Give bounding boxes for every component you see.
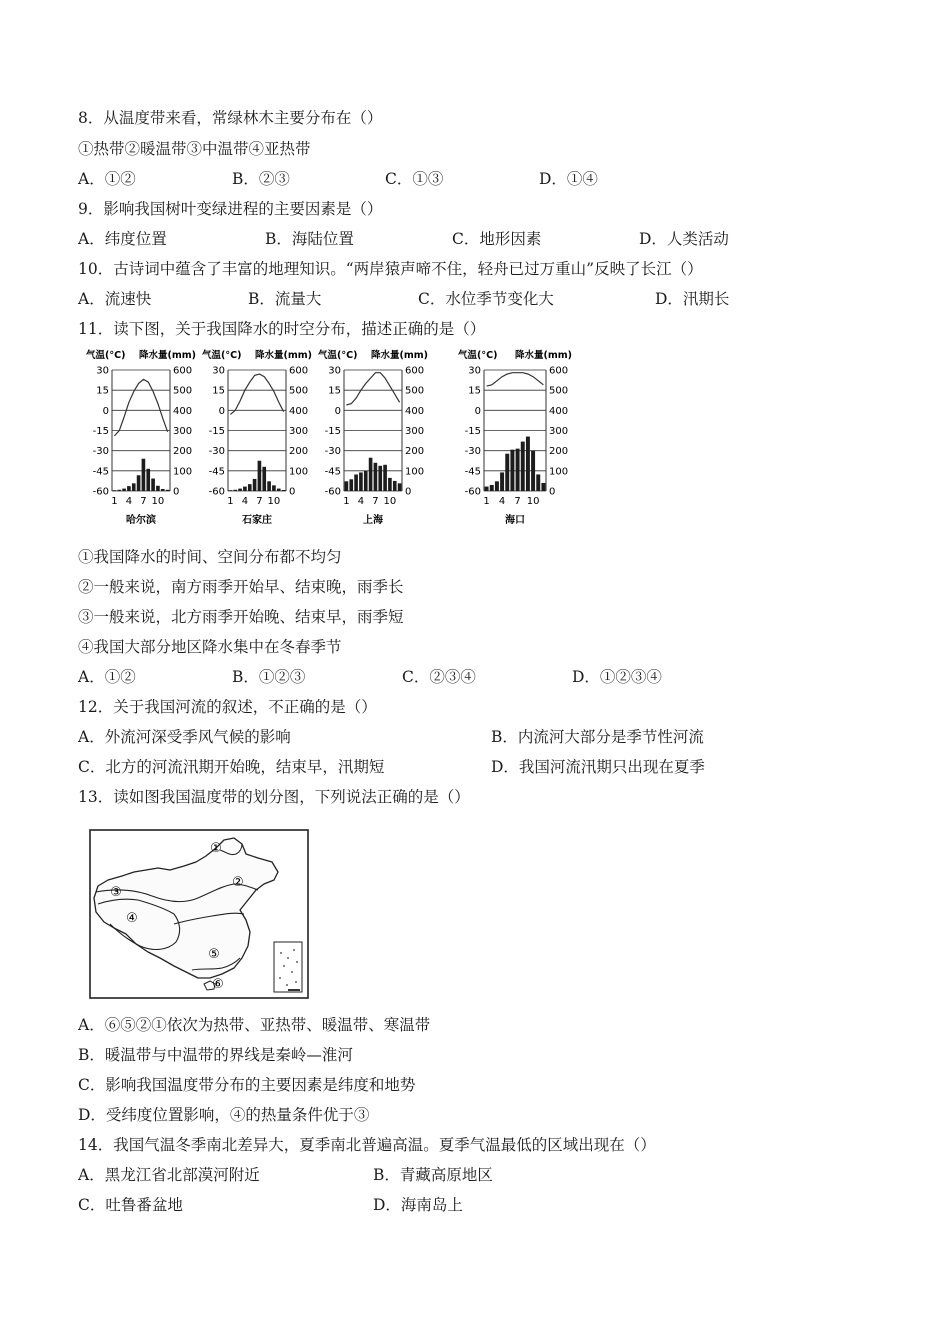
map-label-4: ④ (126, 911, 138, 926)
x-tick-label: 10 (383, 496, 397, 507)
q10-stem: 10．古诗词中蕴含了丰富的地理知识。“两岸猿声啼不住，轻舟已过万重山”反映了长江（） (78, 260, 703, 278)
precipitation-bar (378, 466, 382, 491)
left-tick-label: -60 (464, 486, 481, 498)
left-tick-label: -45 (464, 466, 481, 478)
precipitation-bar (388, 478, 392, 491)
precipitation-bar (151, 478, 155, 491)
climate-chart-2 (202, 349, 312, 526)
q8-option-b[interactable]: B．②③ (232, 170, 290, 188)
left-tick-label: 15 (328, 385, 341, 397)
precipitation-bar (277, 489, 281, 491)
q10-option-a[interactable]: A．流速快 (78, 290, 152, 308)
precipitation-bar (359, 472, 363, 491)
map-label-2: ② (232, 875, 244, 890)
right-tick-label: 0 (289, 486, 296, 498)
right-tick-label: 500 (405, 385, 425, 397)
right-tick-label: 600 (405, 365, 425, 377)
climate-charts-figure (84, 346, 584, 536)
q8-statements: ①热带②暖温带③中温带④亚热带 (78, 140, 311, 158)
precipitation-bar (238, 489, 242, 491)
precipitation-bar (354, 474, 358, 491)
precipitation-bar (117, 490, 121, 491)
q11-statement-3: ③一般来说，北方雨季开始晚、结束早，雨季短 (78, 608, 404, 626)
precipitation-bar (383, 465, 387, 491)
right-tick-label: 200 (405, 446, 425, 458)
q9-option-d[interactable]: D．人类活动 (639, 230, 729, 248)
left-tick-label: -60 (92, 486, 109, 498)
q10-option-c[interactable]: C．水位季节变化大 (418, 290, 554, 308)
south-china-sea-inset (274, 942, 302, 992)
left-tick-label: 30 (212, 365, 225, 377)
precipitation-bar (510, 450, 514, 491)
precipitation-bar (258, 461, 262, 491)
precipitation-bar (142, 459, 146, 491)
precipitation-bar (229, 490, 233, 491)
left-tick-label: 15 (468, 385, 481, 397)
q9-option-c[interactable]: C．地形因素 (452, 230, 542, 248)
climate-chart-3 (318, 349, 428, 526)
map-label-3: ③ (110, 885, 122, 900)
precipitation-bar (541, 483, 545, 491)
precipitation-bar (272, 485, 276, 491)
q14-option-c[interactable]: C．吐鲁番盆地 (78, 1196, 183, 1214)
precipitation-bar (495, 481, 499, 491)
left-tick-label: -15 (464, 426, 481, 437)
q9-option-b[interactable]: B．海陆位置 (265, 230, 354, 248)
precipitation-bar (398, 483, 402, 491)
map-label-6: ⑥ (212, 977, 224, 992)
precipitation-bar (536, 474, 540, 491)
precipitation-bar (521, 442, 525, 491)
x-tick-label: 1 (343, 496, 350, 507)
climate-chart-4 (458, 349, 572, 526)
right-tick-label: 100 (289, 466, 309, 478)
temperature-zone-map (88, 828, 310, 1000)
chart-city-label: 海口 (505, 515, 525, 526)
map-label-5: ⑤ (208, 947, 220, 962)
right-tick-label: 300 (405, 426, 425, 437)
q12-option-b[interactable]: B．内流河大部分是季节性河流 (491, 728, 704, 746)
left-tick-label: -30 (208, 446, 225, 458)
x-tick-label: 7 (514, 496, 521, 507)
left-tick-label: 15 (212, 385, 225, 397)
x-tick-label: 1 (111, 496, 118, 507)
right-tick-label: 400 (173, 405, 193, 417)
right-tick-label: 100 (549, 466, 569, 478)
precipitation-bar (364, 471, 368, 491)
q11-option-a[interactable]: A．①② (78, 668, 136, 686)
right-tick-label: 300 (173, 426, 193, 437)
right-tick-label: 200 (289, 446, 309, 458)
q12-option-d[interactable]: D．我国河流汛期只出现在夏季 (491, 758, 705, 776)
left-tick-label: -45 (208, 466, 225, 478)
precipitation-bar (233, 490, 237, 491)
q11-stem: 11．读下图，关于我国降水的时空分布，描述正确的是（） (78, 320, 486, 338)
temperature-line (487, 373, 544, 386)
q14-option-b[interactable]: B．青藏高原地区 (373, 1166, 493, 1184)
precipitation-bar (113, 490, 117, 491)
precipitation-bar (161, 489, 165, 491)
precipitation-bar (137, 475, 141, 491)
chart-city-label: 石家庄 (242, 515, 272, 526)
precipitation-bar (345, 481, 349, 491)
left-tick-label: 30 (328, 365, 341, 377)
left-tick-label: 30 (468, 365, 481, 377)
q11-option-b[interactable]: B．①②③ (232, 668, 306, 686)
right-tick-label: 400 (549, 405, 569, 417)
x-tick-label: 10 (267, 496, 281, 507)
precipitation-bar (531, 451, 535, 491)
left-tick-label: -30 (92, 446, 109, 458)
right-tick-label: 500 (289, 385, 309, 397)
right-tick-label: 500 (173, 385, 193, 397)
right-tick-label: 200 (549, 446, 569, 458)
climate-chart-1 (86, 349, 196, 526)
temperature-line (346, 373, 399, 405)
q8-option-a[interactable]: A．①② (78, 170, 136, 188)
temperature-line (114, 379, 167, 436)
precipitation-bar (282, 490, 286, 491)
q13-option-b[interactable]: B．暖温带与中温带的界线是秦岭—淮河 (78, 1046, 353, 1064)
precipitation-bar (248, 484, 252, 491)
left-tick-label: 15 (96, 385, 109, 397)
q11-statement-1: ①我国降水的时间、空间分布都不均匀 (78, 548, 342, 566)
right-tick-label: 400 (289, 405, 309, 417)
q13-option-c[interactable]: C．影响我国温度带分布的主要因素是纬度和地势 (78, 1076, 416, 1094)
left-tick-label: -15 (324, 426, 341, 437)
right-tick-label: 100 (173, 466, 193, 478)
q11-option-d[interactable]: D．①②③④ (572, 668, 662, 686)
left-tick-label: 30 (96, 365, 109, 377)
left-tick-label: -15 (208, 426, 225, 437)
left-tick-label: -30 (324, 446, 341, 458)
q8-option-d[interactable]: D．①④ (539, 170, 598, 188)
precipitation-bar (369, 458, 373, 491)
left-tick-label: 0 (474, 405, 481, 417)
precipitation-bar (156, 486, 160, 491)
left-tick-label: -60 (324, 486, 341, 498)
left-tick-label: -30 (464, 446, 481, 458)
x-tick-label: 7 (140, 496, 147, 507)
right-tick-label: 600 (289, 365, 309, 377)
x-tick-label: 10 (151, 496, 165, 507)
right-tick-label: 0 (549, 486, 556, 498)
precipitation-bar (349, 479, 353, 491)
right-tick-label: 400 (405, 405, 425, 417)
precipitation-bar (490, 485, 494, 491)
q9-option-a[interactable]: A．纬度位置 (78, 230, 167, 248)
x-tick-label: 1 (227, 496, 234, 507)
right-tick-label: 0 (405, 486, 412, 498)
q14-option-d[interactable]: D．海南岛上 (373, 1196, 463, 1214)
q10-option-d[interactable]: D．汛期长 (655, 290, 730, 308)
q9-stem: 9．影响我国树叶变绿进程的主要因素是（） (78, 200, 383, 218)
left-tick-label: -45 (324, 466, 341, 478)
right-axis-title: 降水量(mm) (139, 350, 196, 361)
x-tick-label: 4 (498, 496, 506, 507)
right-tick-label: 600 (549, 365, 569, 377)
left-axis-title: 气温(°C) (318, 350, 358, 361)
temperature-line (230, 374, 283, 414)
q14-stem: 14．我国气温冬季南北差异大，夏季南北普遍高温。夏季气温最低的区域出现在（） (78, 1136, 656, 1154)
q14-option-a[interactable]: A．黑龙江省北部漠河附近 (78, 1166, 260, 1184)
precipitation-bar (253, 479, 257, 491)
right-tick-label: 100 (405, 466, 425, 478)
q11-statement-2: ②一般来说，南方雨季开始早、结束晚，雨季长 (78, 578, 404, 596)
q13-option-d[interactable]: D．受纬度位置影响，④的热量条件优于③ (78, 1106, 370, 1124)
precipitation-bar (267, 481, 271, 491)
precipitation-bar (146, 469, 150, 491)
left-tick-label: 0 (218, 405, 225, 417)
chart-city-label: 哈尔滨 (126, 515, 156, 526)
right-axis-title: 降水量(mm) (371, 350, 428, 361)
x-tick-label: 1 (483, 496, 490, 507)
q13-option-a[interactable]: A．⑥⑤②①依次为热带、亚热带、暖温带、寒温带 (78, 1016, 431, 1034)
precipitation-bar (243, 487, 247, 491)
right-tick-label: 500 (549, 385, 569, 397)
precipitation-bar (127, 486, 131, 491)
q12-option-c[interactable]: C．北方的河流汛期开始晚，结束早，汛期短 (78, 758, 385, 776)
precipitation-bar (393, 481, 397, 491)
left-axis-title: 气温(°C) (86, 350, 126, 361)
right-tick-label: 300 (549, 426, 569, 437)
q12-stem: 12．关于我国河流的叙述，不正确的是（） (78, 698, 377, 716)
right-axis-title: 降水量(mm) (515, 350, 572, 361)
x-tick-label: 4 (241, 496, 249, 507)
right-tick-label: 300 (289, 426, 309, 437)
right-tick-label: 600 (173, 365, 193, 377)
left-tick-label: -15 (92, 426, 109, 437)
q8-option-c[interactable]: C．①③ (385, 170, 444, 188)
x-tick-label: 4 (125, 496, 133, 507)
right-tick-label: 0 (173, 486, 180, 498)
left-tick-label: 0 (334, 405, 341, 417)
chart-city-label: 上海 (363, 515, 383, 526)
precipitation-bar (526, 437, 530, 491)
x-tick-label: 4 (357, 496, 365, 507)
left-axis-title: 气温(°C) (458, 350, 498, 361)
right-axis-title: 降水量(mm) (255, 350, 312, 361)
q10-option-b[interactable]: B．流量大 (248, 290, 322, 308)
x-tick-label: 7 (372, 496, 379, 507)
x-tick-label: 10 (526, 496, 540, 507)
q8-stem: 8．从温度带来看，常绿林木主要分布在（） (78, 109, 383, 127)
precipitation-bar (500, 472, 504, 491)
precipitation-bar (262, 467, 266, 491)
precipitation-bar (166, 490, 170, 491)
left-tick-label: -60 (208, 486, 225, 498)
left-tick-label: -45 (92, 466, 109, 478)
map-label-1: ① (210, 841, 222, 856)
q12-option-a[interactable]: A．外流河深受季风气候的影响 (78, 728, 291, 746)
right-tick-label: 200 (173, 446, 193, 458)
precipitation-bar (374, 463, 378, 491)
x-tick-label: 7 (256, 496, 263, 507)
precipitation-bar (505, 454, 509, 491)
precipitation-bar (132, 483, 136, 491)
precipitation-bar (516, 449, 520, 491)
precipitation-bar (122, 489, 126, 491)
q13-stem: 13．读如图我国温度带的划分图，下列说法正确的是（） (78, 788, 470, 806)
q11-statement-4: ④我国大部分地区降水集中在冬春季节 (78, 638, 342, 656)
left-axis-title: 气温(°C) (202, 350, 242, 361)
left-tick-label: 0 (102, 405, 109, 417)
q11-option-c[interactable]: C．②③④ (402, 668, 476, 686)
precipitation-bar (485, 487, 489, 491)
